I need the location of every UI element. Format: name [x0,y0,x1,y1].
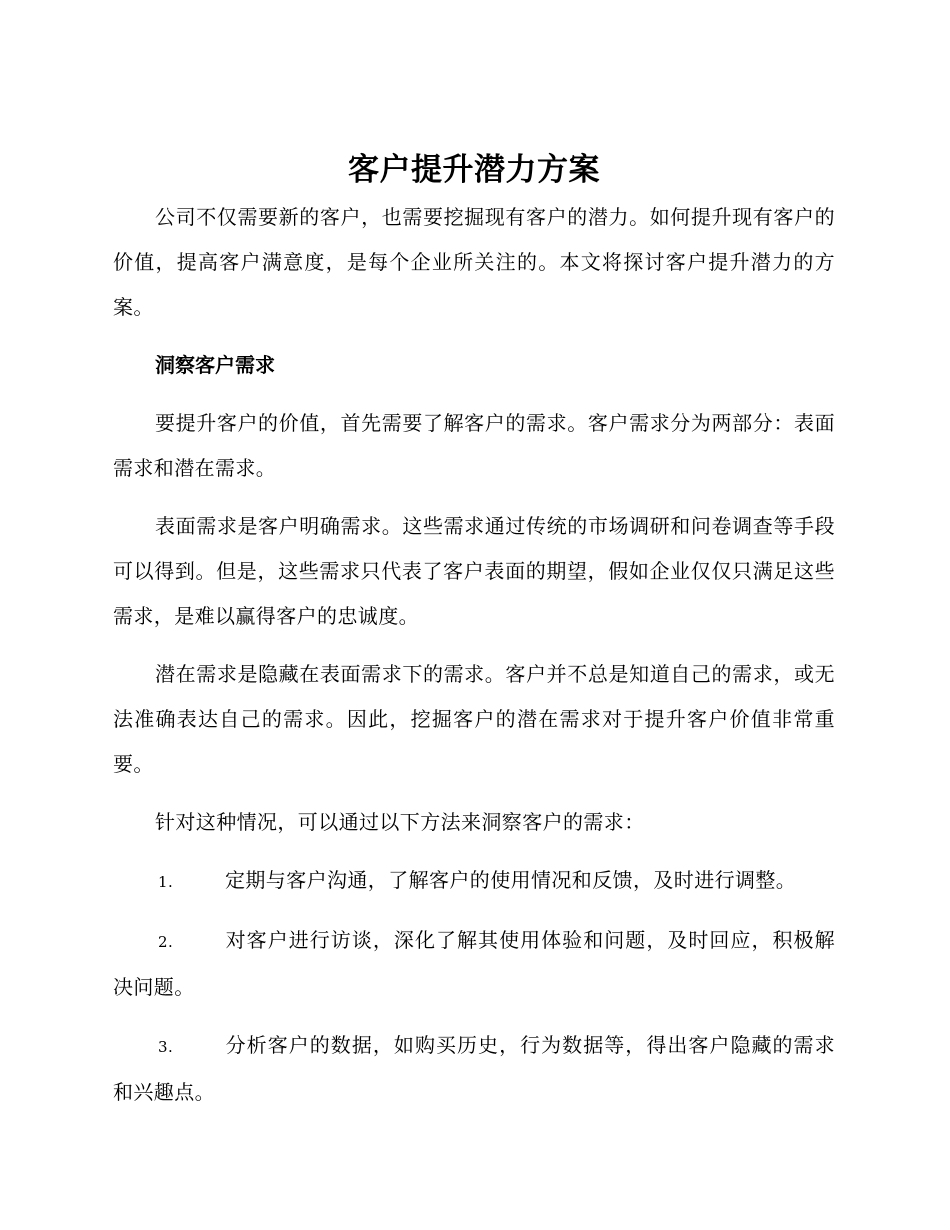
list-number: 3. [158,1038,174,1056]
list-number: 2. [158,933,174,951]
intro-paragraph: 公司不仅需要新的客户，也需要挖掘现有客户的潜力。如何提升现有客户的价值，提高客户满意度，是每个企业所关注的。本文将探讨客户提升潜力的方案。 [113,205,835,319]
document-body [113,148,835,1128]
list-text: 对客户进行访谈，深化了解其使用体验和问题，及时回应，积极解决问题。 [113,928,835,999]
body-paragraph: 要提升客户的价值，首先需要了解客户的需求。客户需求分为两部分：表面需求和潜在需求。 [113,411,835,480]
body-paragraph: 潜在需求是隐藏在表面需求下的需求。客户并不总是知道自己的需求，或无法准确表达自己的需求。因此，挖掘客户的潜在需求对于提升客户价值非常重要。 [113,662,835,776]
document-title: 客户提升潜力方案 [348,152,600,188]
list-number: 1. [158,873,174,891]
list-item [113,1023,835,1115]
list-item [113,918,835,1010]
list-text: 分析客户的数据，如购买历史，行为数据等，得出客户隐藏的需求和兴趣点。 [113,1033,835,1104]
list-text: 定期与客户沟通，了解客户的使用情况和反馈，及时进行调整。 [225,868,797,892]
body-paragraph: 针对这种情况，可以通过以下方法来洞察客户的需求： [155,810,645,834]
list-item [113,858,835,905]
body-paragraph: 表面需求是客户明确需求。这些需求通过传统的市场调研和问卷调查等手段可以得到。但是，这些需求只代表了客户表面的期望，假如企业仅仅只满足这些需求，是难以赢得客户的忠诚度。 [113,514,835,628]
section-heading: 洞察客户需求 [155,353,275,377]
